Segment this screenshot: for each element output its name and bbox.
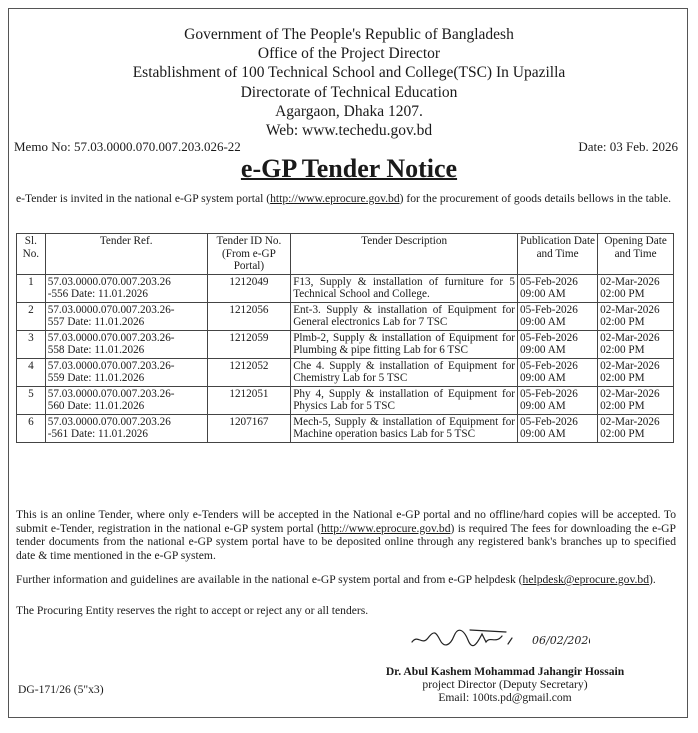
para2-text-before: Further information and guidelines are available in the national e-GP system portal and from e-GP helpdesk ( [16,573,523,586]
cell-publication [518,414,598,442]
table-row [17,386,674,414]
cell-pub-time: 09:00 AM [520,400,566,412]
eprocure-link-2[interactable]: http://www.eprocure.gov.bd [320,521,451,535]
header-publication: Publication Date and Time [518,234,598,275]
cell-open-time: 02:00 PM [600,316,645,328]
cell-ref-a: 57.03.0000.070.007.203.26- [47,303,175,316]
cell-open-time: 02:00 PM [600,372,645,384]
cell-opening [598,302,674,330]
page-title-text: e-GP Tender Notice [240,154,458,183]
cell-opening [598,358,674,386]
table-header-row [17,234,674,275]
cell-open-date: 02-Mar-2026 [600,415,660,428]
cell-opening [598,386,674,414]
cell-tender-id: 1212052 [207,358,291,386]
cell-tender-id: 1212059 [207,330,291,358]
cell-sl: 3 [17,330,46,358]
header-tender-id: Tender ID No. (From e-GP Portal) [207,234,291,275]
cell-sl: 6 [17,414,46,442]
notice-date: Date: 03 Feb. 2026 [578,139,678,154]
page-title [0,153,698,185]
cell-ref-b: 560 Date: 11.01.2026 [47,400,145,412]
cell-pub-date: 05-Feb-2026 [520,387,578,400]
eprocure-link[interactable]: http://www.eprocure.gov.bd [270,192,400,205]
header-sl: Sl. No. [17,234,46,275]
cell-ref-a: 57.03.0000.070.007.203.26 [47,415,171,428]
cell-ref-a: 57.03.0000.070.007.203.26 [47,275,171,288]
cell-open-time: 02:00 PM [600,428,645,440]
cell-description: F13, Supply & installation of furniture for 5 Technical School and College. [291,274,518,302]
cell-ref-b: -561 Date: 11.01.2026 [47,428,148,440]
cell-open-date: 02-Mar-2026 [600,303,660,316]
cell-open-time: 02:00 PM [600,344,645,356]
cell-publication [518,330,598,358]
signatory-name: Dr. Abul Kashem Mohammad Jahangir Hossain [385,665,625,678]
signature-date: 06/02/2026 [532,634,590,647]
cell-pub-date: 05-Feb-2026 [520,275,578,288]
intro-text-after: ) for the procurement of goods details bellows in the table. [399,192,672,205]
cell-pub-time: 09:00 AM [520,372,566,384]
cell-pub-time: 09:00 AM [520,344,566,356]
cell-open-date: 02-Mar-2026 [600,331,660,344]
cell-open-time: 02:00 PM [600,288,645,300]
cell-pub-date: 05-Feb-2026 [520,331,578,344]
cell-ref [45,386,207,414]
header-description: Tender Description [291,234,518,275]
cell-description: Che 4. Supply & installation of Equipment for Chemistry Lab for 5 TSC [291,358,518,386]
header-project: Establishment of 100 Technical School and College(TSC) In Upazilla [132,64,566,81]
cell-pub-time: 09:00 AM [520,316,566,328]
header-website: Web: www.techedu.gov.bd [265,122,433,139]
cell-opening [598,414,674,442]
tender-table [16,233,674,443]
table-row [17,330,674,358]
rights-paragraph: The Procuring Entity reserves the right to accept or reject any or all tenders. [16,604,369,617]
header-directorate: Directorate of Technical Education [240,84,458,101]
cell-pub-date: 05-Feb-2026 [520,415,578,428]
cell-tender-id: 1212049 [207,274,291,302]
signatory-block [340,665,670,704]
cell-open-date: 02-Mar-2026 [600,275,660,288]
cell-opening [598,274,674,302]
cell-open-date: 02-Mar-2026 [600,387,660,400]
table-row [17,274,674,302]
cell-opening [598,330,674,358]
cell-publication [518,386,598,414]
cell-description: Mech-5, Supply & installation of Equipment for Machine operation basics Lab for 5 TSC [291,414,518,442]
cell-publication [518,274,598,302]
cell-sl: 2 [17,302,46,330]
cell-pub-date: 05-Feb-2026 [520,303,578,316]
cell-ref-b: 557 Date: 11.01.2026 [47,316,145,328]
intro-text-before: e-Tender is invited in the national e-GP system portal ( [16,192,271,205]
header-office: Office of the Project Director [257,45,441,62]
cell-pub-time: 09:00 AM [520,288,566,300]
signatory-designation: project Director (Deputy Secretary) [422,678,588,691]
para1-text-after: ) is required The fees for downloading the e-GP tender documents from the national e-GP system portal have to be deposited online through any registered bank's branches up to specified date & time mentioned in the e-GP system. [16,521,676,562]
cell-ref [45,330,207,358]
cell-description: Ent-3. Supply & installation of Equipment for General electronics Lab for 7 TSC [291,302,518,330]
para1-text-before: This is an online Tender, where only e-Tenders will be accepted in the National e-GP portal and no offline/hard copies will be accepted. To submit e-Tender, registration in the national e-GP system portal ( [16,508,676,535]
cell-ref [45,302,207,330]
cell-ref-a: 57.03.0000.070.007.203.26- [47,331,175,344]
cell-description: Plmb-2, Supply & installation of Equipment for Plumbing & pipe fitting Lab for 6 TSC [291,330,518,358]
online-tender-paragraph [16,508,676,562]
cell-ref-a: 57.03.0000.070.007.203.26- [47,387,175,400]
cell-ref [45,358,207,386]
cell-ref [45,414,207,442]
cell-sl: 1 [17,274,46,302]
cell-tender-id: 1212051 [207,386,291,414]
table-row [17,414,674,442]
cell-tender-id: 1207167 [207,414,291,442]
table-row [17,302,674,330]
cell-tender-id: 1212056 [207,302,291,330]
cell-sl: 5 [17,386,46,414]
header-government: Government of The People's Republic of Bangladesh [184,26,514,43]
header-opening: Opening Date and Time [598,234,674,275]
cell-ref-b: 558 Date: 11.01.2026 [47,344,145,356]
handwritten-signature [410,626,590,650]
header-address: Agargaon, Dhaka 1207. [275,103,423,120]
table-row [17,358,674,386]
header-ref: Tender Ref. [45,234,207,275]
cell-pub-time: 09:00 AM [520,428,566,440]
intro-paragraph [16,192,680,206]
cell-ref-b: -556 Date: 11.01.2026 [47,288,148,300]
cell-open-date: 02-Mar-2026 [600,359,660,372]
cell-publication [518,358,598,386]
signature-scribble-icon [410,626,590,650]
helpdesk-paragraph [16,573,676,587]
cell-description: Phy 4, Supply & installation of Equipment for Physics Lab for 5 TSC [291,386,518,414]
dg-reference: DG-171/26 (5"x3) [18,683,104,696]
cell-pub-date: 05-Feb-2026 [520,359,578,372]
cell-ref [45,274,207,302]
cell-ref-a: 57.03.0000.070.007.203.26- [47,359,175,372]
memo-number: Memo No: 57.03.0000.070.007.203.026-22 [14,139,241,154]
para2-text-after: ). [649,573,656,586]
cell-sl: 4 [17,358,46,386]
helpdesk-email-link[interactable]: helpdesk@eprocure.gov.bd [522,573,650,586]
cell-ref-b: 559 Date: 11.01.2026 [47,372,145,384]
signatory-email: Email: 100ts.pd@gmail.com [438,691,572,704]
cell-open-time: 02:00 PM [600,400,645,412]
cell-publication [518,302,598,330]
